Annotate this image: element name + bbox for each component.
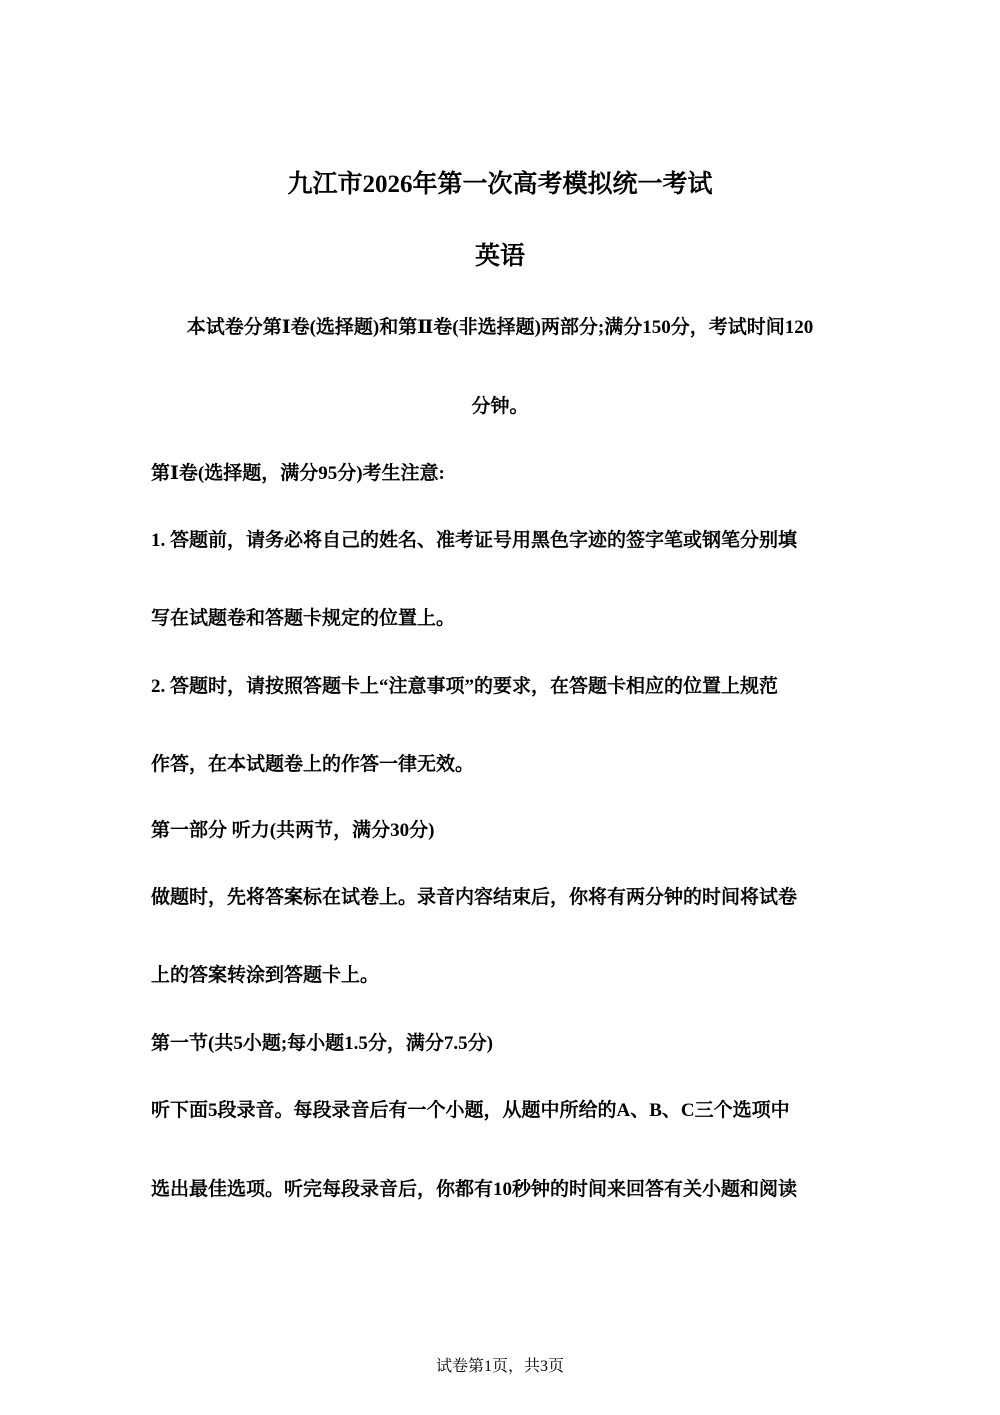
subject-title: 英语 — [474, 243, 525, 270]
section1-instruction-line-2: 选出最佳选项。听完每段录音后，你都有10秒钟的时间来回答有关小题和阅读 — [151, 1179, 798, 1200]
notice-item-2-line-2: 作答，在本试题卷上的作答一律无效。 — [151, 754, 475, 775]
intro-line-2: 分钟。 — [471, 396, 529, 417]
part1-heading: 第一部分 听力(共两节，满分30分) — [151, 820, 435, 841]
notice-heading: 第Ⅰ卷(选择题，满分95分)考生注意: — [151, 463, 445, 484]
notice-item-1-line-1: 1. 答题前，请务必将自己的姓名、准考证号用黑色字迹的签字笔或钢笔分别填 — [151, 530, 798, 551]
section1-heading: 第一节(共5小题;每小题1.5分，满分7.5分) — [151, 1033, 493, 1054]
page-footer: 试卷第1页，共3页 — [435, 1358, 564, 1375]
notice-item-1-line-2: 写在试题卷和答题卡规定的位置上。 — [151, 608, 456, 629]
part1-instruction-line-1: 做题时，先将答案标在试卷上。录音内容结束后，你将有两分钟的时间将试卷 — [151, 887, 798, 908]
part1-instruction-line-2: 上的答案转涂到答题卡上。 — [151, 965, 380, 986]
intro-line-1: 本试卷分第Ⅰ卷(选择题)和第Ⅱ卷(非选择题)两部分;满分150分，考试时间120 — [186, 317, 814, 338]
notice-item-2-line-1: 2. 答题时，请按照答题卡上“注意事项”的要求，在答题卡相应的位置上规范 — [151, 676, 779, 697]
section1-instruction-line-1: 听下面5段录音。每段录音后有一个小题，从题中所给的A、B、C三个选项中 — [151, 1100, 790, 1121]
exam-title: 九江市2026年第一次高考模拟统一考试 — [287, 171, 713, 198]
